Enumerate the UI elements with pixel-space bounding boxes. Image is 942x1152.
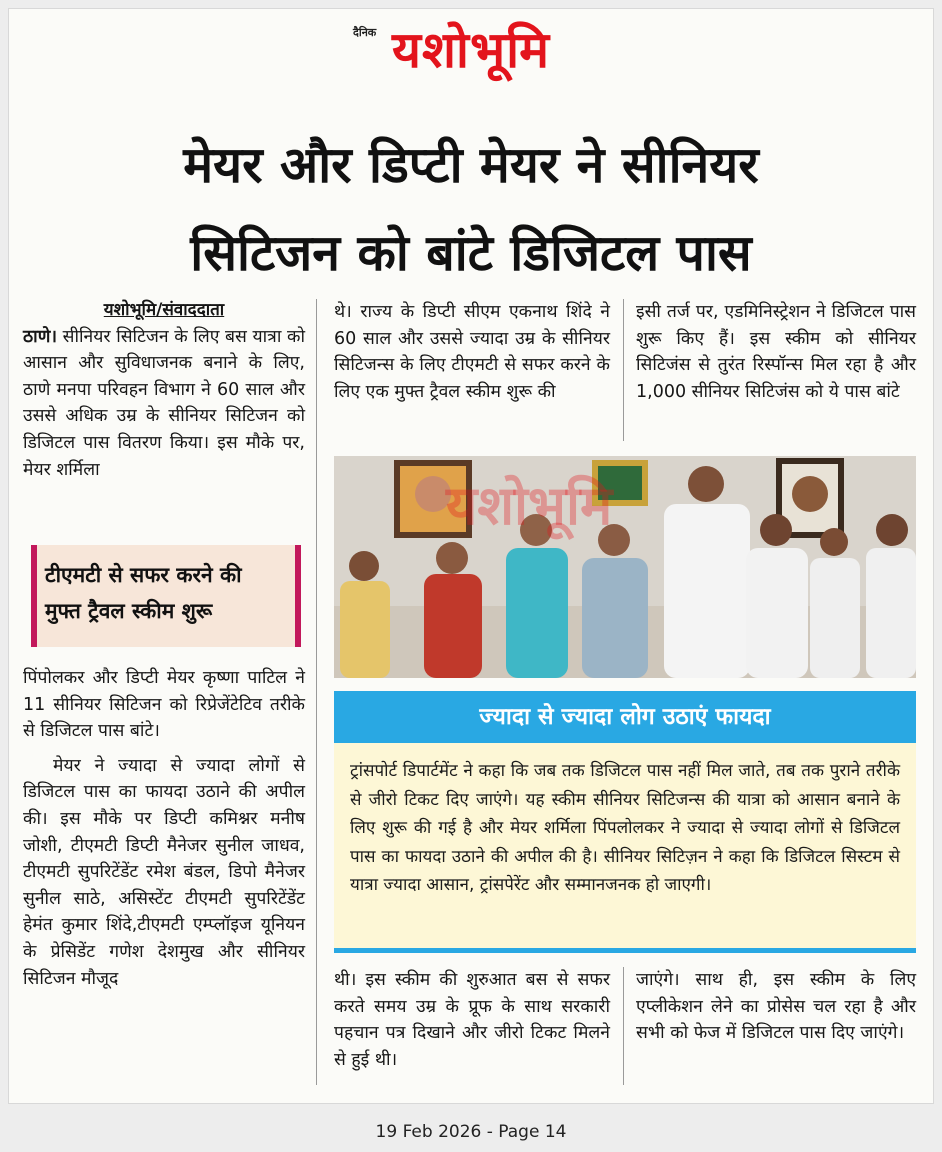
headline-line-2: सिटिजन को बांटे डिजिटल पास (190, 224, 752, 282)
article-col3-top (636, 299, 916, 405)
article-text: थे। राज्य के डिप्टी सीएम एकनाथ शिंदे ने 60 साल और उससे ज्यादा उम्र के सीनियर सिटिजन्स के लिए टीएमटी से सफर करने के लिए एक मुफ्त ट्रैवल स्कीम शुरू की (334, 302, 610, 402)
article-col1-top (23, 297, 305, 483)
photo-illustration (334, 456, 916, 678)
article-paragraph: मेयर ने ज्यादा से ज्यादा लोगों से डिजिटल पास का फायदा उठाने की अपील की। इस मौके पर डिप्टी कमिश्नर मनीष जोशी, टीएमटी डिप्टी मैनेजर सुनील जाधव, टीएमटी सुपरिटेंडेंट रमेश बंडल, डिपो मैनेजर सुनील साठे, असिस्टेंट टीएमटी सुपरिटेंडेंट हेमंत कुमार शिंदे,टीएमटी एम्प्लॉइज यूनियन के प्रेसिडेंट गणेश देशमुख और सीनियर सिटिजन मौजूद (23, 755, 305, 989)
event-photo (334, 456, 916, 678)
masthead (9, 15, 933, 85)
dateline: ठाणे। (23, 326, 57, 347)
article-text: सीनियर सिटिजन के लिए बस यात्रा को आसान और सुविधाजनक बनाने के लिए, ठाणे मनपा परिवहन विभाग ने 60 साल और उससे अधिक उम्र के सीनियर सिटिजन को डिजिटल पास वितरण किया। इस मौके पर, मेयर शर्मिला (23, 326, 305, 480)
article-text: इसी तर्ज पर, एडमिनिस्ट्रेशन ने डिजिटल पास शुरू किए हैं। इस स्कीम को सीनियर सिटिजंस से तुरंत रिस्पॉन्स मिल रहा है और 1,000 सीनियर सिटिजंस को ये पास बांटे (636, 302, 916, 402)
article-col2-bottom (334, 967, 610, 1073)
masthead-prefix: दैनिक (353, 26, 377, 39)
infobox (334, 743, 916, 953)
column-divider (623, 299, 624, 441)
pullquote (31, 545, 301, 647)
article-paragraph: पिंपोलकर और डिप्टी मेयर कृष्णा पाटिल ने 11 सीनियर सिटिजन को रिप्रेजेंटेटिव तरीके से डिजिटल पास बांटे। (23, 668, 305, 742)
column-divider (623, 967, 624, 1085)
headline (17, 121, 925, 297)
article-col1-bottom (23, 665, 305, 992)
photo-watermark: यशोभूमि (446, 474, 613, 537)
pullquote-line-1: टीएमटी से सफर करने की (45, 563, 242, 587)
byline: यशोभूमि/संवाददाता (103, 300, 225, 320)
headline-line-1: मेयर और डिप्टी मेयर ने सीनियर (183, 136, 759, 194)
column-divider (316, 299, 317, 1085)
infobox-text: ट्रांसपोर्ट डिपार्टमेंट ने कहा कि जब तक डिजिटल पास नहीं मिल जाते, तब तक पुराने तरीके से जीरो टिकट दिए जाएंगे। यह स्कीम सीनियर सिटिजन्स की यात्रा को आसान बनाने के लिए शुरू की गई है और मेयर शर्मिला पिंपलोलकर ने ज्यादा से ज्यादा लोगों से डिजिटल पास का फायदा उठाने की अपील की है। सीनियर सिटिज़न ने कहा कि डिजिटल सिस्टम से यात्रा ज्यादा आसान, ट्रांसपेरेंट और सम्मानजनक हो जाएगी। (350, 761, 900, 896)
article-col3-bottom (636, 967, 916, 1047)
pullquote-line-2: मुफ्त ट्रैवल स्कीम शुरू (45, 599, 213, 623)
page-footer: 19 Feb 2026 - Page 14 (375, 1122, 567, 1142)
infobox-heading: ज्यादा से ज्यादा लोग उठाएं फायदा (334, 691, 916, 743)
article-col2-top (334, 299, 610, 405)
article-text: थी। इस स्कीम की शुरुआत बस से सफर करते समय उम्र के प्रूफ के साथ सरकारी पहचान पत्र दिखाने और जीरो टिकट मिलने से हुई थी। (334, 970, 610, 1070)
masthead-logo: यशोभूमि (392, 21, 550, 79)
newspaper-clipping (8, 8, 934, 1104)
article-text: जाएंगे। साथ ही, इस स्कीम के लिए एप्लीकेशन लेने का प्रोसेस चल रहा है और सभी को फेज में डिजिटल पास दिए जाएंगे। (636, 970, 916, 1044)
